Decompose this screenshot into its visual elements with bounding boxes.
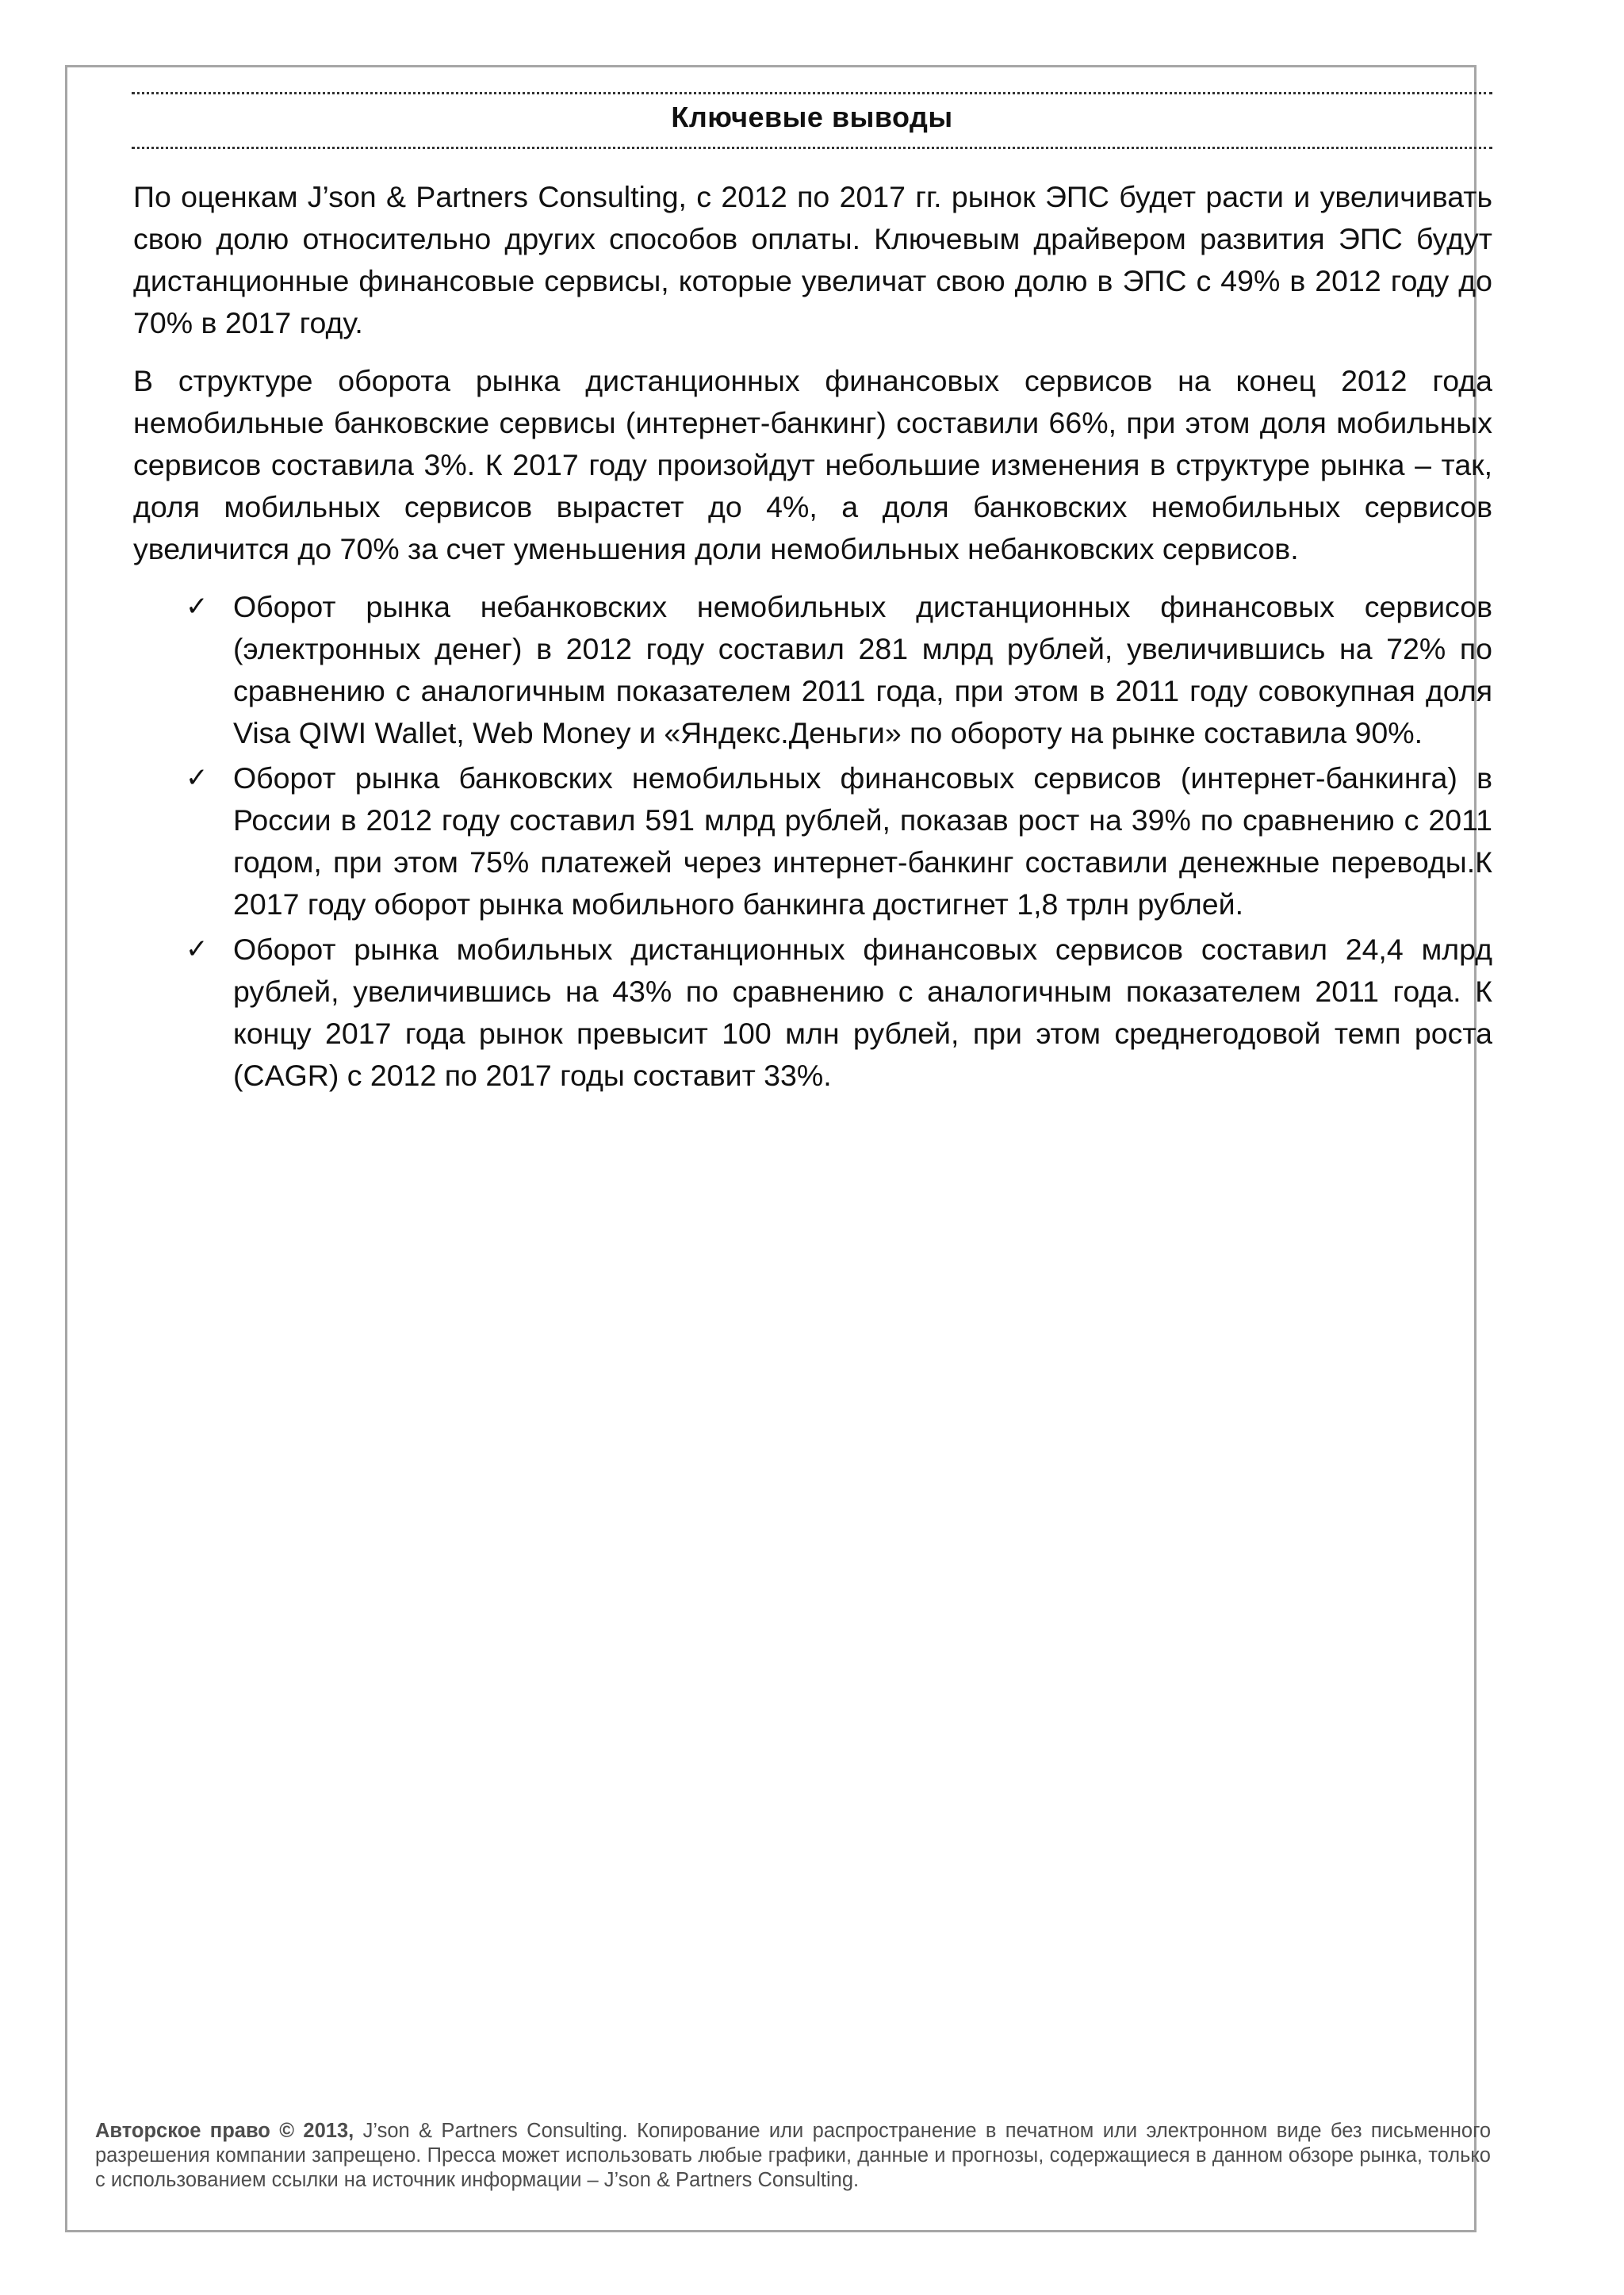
copyright-text: J’son & Partners Consulting. Копирование или распространение в печатном или электронном виде без письменного разрешения компании запрещено. Пресса может использовать любые графики, данные и прогнозы, содержащиеся в данном обзоре рынка, только с использованием ссылки на источник информации – J’son & Partners Consulting. (95, 2120, 1492, 2191)
list-item (133, 929, 1492, 1097)
checkmark-icon: ✓ (186, 591, 209, 623)
page-title: Ключевые выводы (671, 101, 953, 133)
list-item (133, 586, 1492, 754)
list-item-text: Оборот рынка банковских немобильных финансовых сервисов (интернет-банкинга) в России в 2012 году составил 591 млрд рублей, показав рост на 39% по сравнению с 2011 годом, при этом 75% платежей через интернет-банкинг составили денежные переводы.К 2017 году оборот рынка мобильного банкинга достигнет 1,8 трлн рублей. (233, 761, 1492, 921)
list-item-text: Оборот рынка небанковских немобильных дистанционных финансовых сервисов (электронных денег) в 2012 году составил 281 млрд рублей, увеличившись на 72% по сравнению с аналогичным показателем 2011 года, при этом в 2011 году совокупная доля Visa QIWI Wallet, Web Money и «Яндекс.Деньги» по обороту на рынке составила 90%. (233, 590, 1492, 749)
checkmark-icon: ✓ (186, 762, 209, 794)
title-bar (132, 92, 1492, 149)
main-content (133, 176, 1492, 1100)
checkmark-icon: ✓ (186, 933, 209, 965)
list-item (133, 757, 1492, 925)
copyright-footer (95, 2119, 1491, 2193)
list-item-text: Оборот рынка мобильных дистанционных финансовых сервисов составил 24,4 млрд рублей, увеличившись на 43% по сравнению с аналогичным показателем 2011 года. К концу 2017 года рынок превысит 100 млн рублей, при этом среднегодовой темп роста (CAGR) с 2012 по 2017 годы составит 33%. (233, 933, 1492, 1092)
paragraph: По оценкам J’son & Partners Consulting, с 2012 по 2017 гг. рынок ЭПС будет расти и увеличивать свою долю относительно других способов оплаты. Ключевым драйвером развития ЭПС будут дистанционные финансовые сервисы, которые увеличат свою долю в ЭПС с 49% в 2012 году до 70% в 2017 году. (133, 180, 1492, 339)
paragraph: В структуре оборота рынка дистанционных финансовых сервисов на конец 2012 года немобильные банковские сервисы (интернет-банкинг) составили 66%, при этом доля мобильных сервисов составила 3%. К 2017 году произойдут небольшие изменения в структуре рынка – так, доля мобильных сервисов вырастет до 4%, а доля банковских немобильных сервисов увеличится до 70% за счет уменьшения доли немобильных небанковских сервисов. (133, 364, 1492, 565)
copyright-label: Авторское право © 2013, (95, 2120, 354, 2142)
key-findings-list (133, 586, 1492, 1097)
